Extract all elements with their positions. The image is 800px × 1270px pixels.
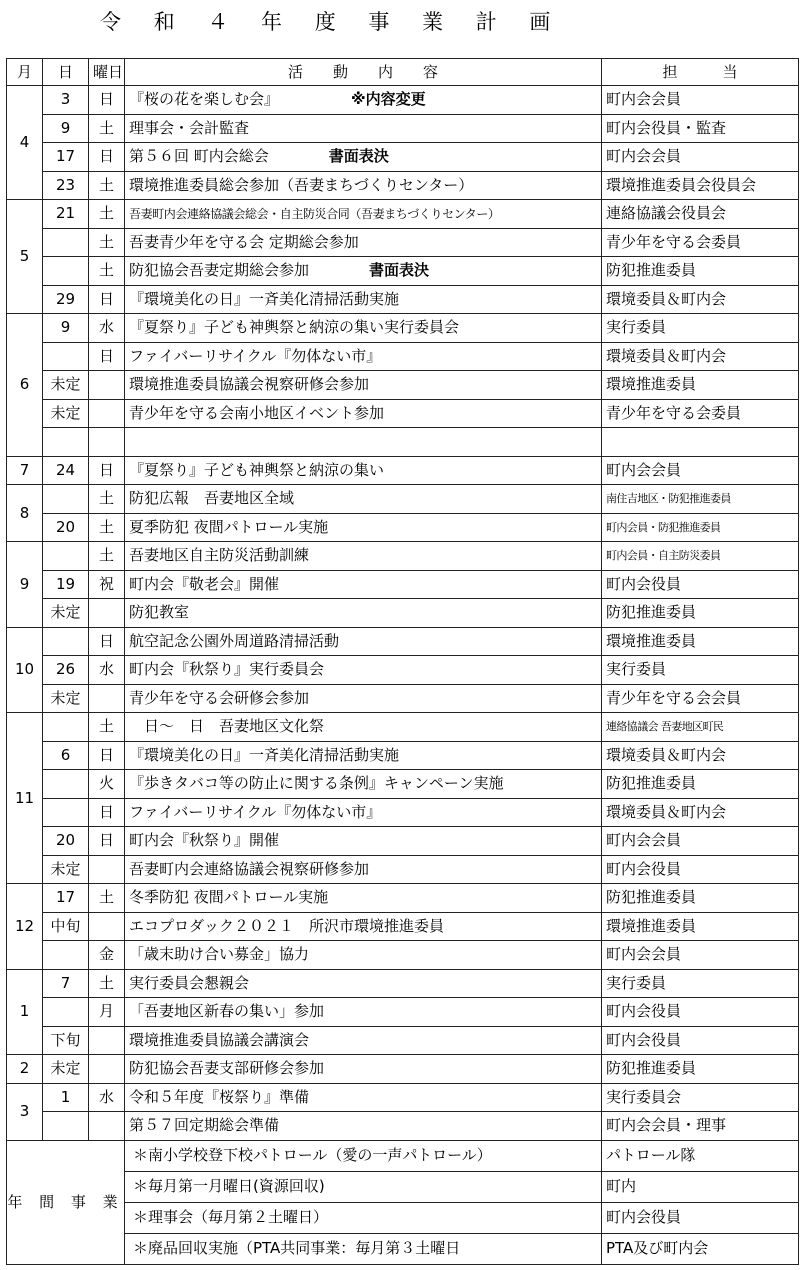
table-row xyxy=(7,200,799,229)
activity-text: 青少年を守る会研修会参加 xyxy=(129,688,310,707)
table-row xyxy=(7,86,799,115)
month-cell: 8 xyxy=(7,485,43,542)
activity-cell xyxy=(125,570,602,599)
day-cell: 未定 xyxy=(43,371,89,400)
table-row xyxy=(7,114,799,143)
table-row xyxy=(7,627,799,656)
annual-activity: ＊毎月第一月曜日(資源回収) xyxy=(125,1171,602,1202)
table-row xyxy=(7,228,799,257)
activity-text: 防犯教室 xyxy=(129,603,190,622)
activity-text: 夏季防犯 夜間パトロール実施 xyxy=(129,517,329,536)
weekday-cell xyxy=(89,1055,125,1084)
staff-cell: 町内会役員 xyxy=(602,570,799,599)
weekday-cell: 土 xyxy=(89,228,125,257)
month-cell: 12 xyxy=(7,884,43,970)
day-cell xyxy=(43,342,89,371)
staff-cell: 連絡協議会役員会 xyxy=(602,200,799,229)
activity-cell xyxy=(125,684,602,713)
table-row xyxy=(7,542,799,571)
table-row xyxy=(7,798,799,827)
day-cell: 24 xyxy=(43,456,89,485)
weekday-cell xyxy=(89,1026,125,1055)
activity-text: 実行委員会懇親会 xyxy=(129,973,250,992)
day-cell xyxy=(43,542,89,571)
staff-cell: 実行委員会 xyxy=(602,1083,799,1112)
staff-cell: 町内会員・自主防災委員 xyxy=(602,542,799,571)
annual-staff: PTA及び町内会 xyxy=(602,1233,799,1264)
day-cell: 6 xyxy=(43,741,89,770)
weekday-cell xyxy=(89,684,125,713)
activity-cell xyxy=(125,513,602,542)
day-cell: 17 xyxy=(43,143,89,172)
month-cell: 1 xyxy=(7,969,43,1055)
activity-cell xyxy=(125,656,602,685)
annual-activity: ＊南小学校登下校パトロール（愛の一声パトロール） xyxy=(125,1140,602,1171)
activity-text: 「吾妻地区新春の集い」参加 xyxy=(129,1002,325,1021)
day-cell: 23 xyxy=(43,171,89,200)
activity-cell xyxy=(125,599,602,628)
activity-text: 町内会『秋祭り』実行委員会 xyxy=(129,660,325,679)
activity-cell xyxy=(125,257,602,286)
schedule-table xyxy=(6,58,799,1265)
activity-text: 日～ 日 吾妻地区文化祭 xyxy=(129,717,325,736)
day-cell: 中旬 xyxy=(43,912,89,941)
weekday-cell: 土 xyxy=(89,884,125,913)
table-row xyxy=(7,741,799,770)
activity-cell xyxy=(125,342,602,371)
day-cell: 21 xyxy=(43,200,89,229)
weekday-cell xyxy=(89,371,125,400)
weekday-cell: 土 xyxy=(89,713,125,742)
annual-label: 年 間 事 業 xyxy=(7,1140,125,1264)
day-cell: 未定 xyxy=(43,855,89,884)
weekday-cell: 日 xyxy=(89,827,125,856)
activity-cell xyxy=(125,542,602,571)
day-cell: 未定 xyxy=(43,684,89,713)
weekday-cell: 水 xyxy=(89,656,125,685)
staff-cell: 環境委員＆町内会 xyxy=(602,798,799,827)
staff-cell: 町内会役員・監査 xyxy=(602,114,799,143)
staff-cell: 防犯推進委員 xyxy=(602,257,799,286)
header-day: 日 xyxy=(43,59,89,86)
staff-cell: 環境委員＆町内会 xyxy=(602,285,799,314)
weekday-cell: 土 xyxy=(89,114,125,143)
activity-text: 第５６回 町内会総会 xyxy=(129,147,269,166)
activity-text: 『環境美化の日』一斉美化清掃活動実施 xyxy=(129,289,400,308)
staff-cell: 環境推進委員 xyxy=(602,627,799,656)
day-cell: 9 xyxy=(43,114,89,143)
staff-cell: 町内会員・防犯推進委員 xyxy=(602,513,799,542)
weekday-cell: 日 xyxy=(89,143,125,172)
table-row xyxy=(7,656,799,685)
staff-cell: 防犯推進委員 xyxy=(602,1055,799,1084)
month-cell: 2 xyxy=(7,1055,43,1084)
staff-cell: 南住吉地区・防犯推進委員 xyxy=(602,485,799,514)
day-cell: 未定 xyxy=(43,399,89,428)
table-row xyxy=(7,684,799,713)
activity-text: 吾妻青少年を守る会 定期総会参加 xyxy=(129,232,359,251)
day-cell xyxy=(43,941,89,970)
staff-cell: 町内会会員 xyxy=(602,86,799,115)
activity-text: 冬季防犯 夜間パトロール実施 xyxy=(129,888,329,907)
day-cell: 26 xyxy=(43,656,89,685)
weekday-cell: 月 xyxy=(89,998,125,1027)
staff-cell: 実行委員 xyxy=(602,656,799,685)
weekday-cell xyxy=(89,428,125,457)
annual-row xyxy=(7,1202,799,1233)
activity-cell xyxy=(125,884,602,913)
header-weekday: 曜日 xyxy=(89,59,125,86)
weekday-cell: 祝 xyxy=(89,570,125,599)
table-row xyxy=(7,428,799,457)
activity-cell xyxy=(125,741,602,770)
weekday-cell xyxy=(89,855,125,884)
day-cell: 未定 xyxy=(43,599,89,628)
staff-cell: 町内会役員 xyxy=(602,998,799,1027)
table-row xyxy=(7,855,799,884)
activity-cell xyxy=(125,485,602,514)
day-cell: 下旬 xyxy=(43,1026,89,1055)
activity-cell xyxy=(125,1026,602,1055)
activity-text: 青少年を守る会南小地区イベント参加 xyxy=(129,403,385,422)
activity-cell xyxy=(125,200,602,229)
annual-activity: ＊理事会（毎月第２土曜日） xyxy=(125,1202,602,1233)
table-row xyxy=(7,485,799,514)
table-row xyxy=(7,969,799,998)
day-cell: 17 xyxy=(43,884,89,913)
activity-cell xyxy=(125,114,602,143)
activity-cell xyxy=(125,770,602,799)
activity-text: 『夏祭り』子ども神輿祭と納涼の集い実行委員会 xyxy=(129,318,460,337)
activity-text: ファイバーリサイクル『勿体ない市』 xyxy=(129,802,382,821)
month-cell: 9 xyxy=(7,542,43,628)
activity-text: 第５７回定期総会準備 xyxy=(129,1116,280,1135)
weekday-cell: 日 xyxy=(89,741,125,770)
weekday-cell: 土 xyxy=(89,542,125,571)
staff-cell: 青少年を守る会委員 xyxy=(602,228,799,257)
annual-staff: 町内会役員 xyxy=(602,1202,799,1233)
day-cell: 20 xyxy=(43,827,89,856)
table-row xyxy=(7,827,799,856)
table-row xyxy=(7,998,799,1027)
weekday-cell: 金 xyxy=(89,941,125,970)
activity-text: 防犯広報 吾妻地区全域 xyxy=(129,489,295,508)
activity-text: 理事会・会計監査 xyxy=(129,118,250,137)
activity-text: 環境推進委員協議会講演会 xyxy=(129,1030,310,1049)
table-row xyxy=(7,1026,799,1055)
day-cell xyxy=(43,1112,89,1141)
activity-text: 航空記念公園外周道路清掃活動 xyxy=(129,631,340,650)
activity-text: 吾妻町内会連絡協議会視察研修参加 xyxy=(129,859,370,878)
staff-cell: 町内会会員・理事 xyxy=(602,1112,799,1141)
table-row xyxy=(7,1083,799,1112)
table-row xyxy=(7,713,799,742)
weekday-cell xyxy=(89,399,125,428)
day-cell: 3 xyxy=(43,86,89,115)
weekday-cell xyxy=(89,1112,125,1141)
day-cell: 9 xyxy=(43,314,89,343)
table-row xyxy=(7,884,799,913)
staff-cell: 環境推進委員 xyxy=(602,371,799,400)
table-row xyxy=(7,143,799,172)
weekday-cell: 日 xyxy=(89,456,125,485)
activity-text: エコプロダック２０２１ 所沢市環境推進委員 xyxy=(129,916,445,935)
activity-cell xyxy=(125,371,602,400)
month-cell: 4 xyxy=(7,86,43,200)
activity-text: 『環境美化の日』一斉美化清掃活動実施 xyxy=(129,745,400,764)
activity-cell xyxy=(125,798,602,827)
staff-cell: 連絡協議会 吾妻地区町民 xyxy=(602,713,799,742)
table-row xyxy=(7,314,799,343)
staff-cell: 防犯推進委員 xyxy=(602,770,799,799)
activity-text: 『歩きタバコ等の防止に関する条例』キャンペーン実施 xyxy=(129,774,504,793)
staff-cell: 防犯推進委員 xyxy=(602,884,799,913)
month-cell: 7 xyxy=(7,456,43,485)
table-row xyxy=(7,570,799,599)
page-title: 令 和 ４ 年 度 事 業 計 画 xyxy=(100,10,564,34)
staff-cell: 防犯推進委員 xyxy=(602,599,799,628)
day-cell: 19 xyxy=(43,570,89,599)
day-cell: 7 xyxy=(43,969,89,998)
activity-cell xyxy=(125,1055,602,1084)
staff-cell: 実行委員 xyxy=(602,969,799,998)
month-cell: 5 xyxy=(7,200,43,314)
activity-cell xyxy=(125,1083,602,1112)
weekday-cell xyxy=(89,599,125,628)
annual-activity: ＊廃品回収実施（PTA共同事業：毎月第３土曜日 xyxy=(125,1233,602,1264)
activity-cell xyxy=(125,428,602,457)
staff-cell: 環境委員＆町内会 xyxy=(602,741,799,770)
weekday-cell: 日 xyxy=(89,798,125,827)
activity-note: 書面表決 xyxy=(369,261,430,280)
activity-text: 『夏祭り』子ども神輿祭と納涼の集い xyxy=(129,460,385,479)
weekday-cell: 土 xyxy=(89,485,125,514)
activity-cell xyxy=(125,143,602,172)
month-cell: 6 xyxy=(7,314,43,457)
activity-text: ファイバーリサイクル『勿体ない市』 xyxy=(129,346,382,365)
weekday-cell: 土 xyxy=(89,513,125,542)
day-cell: 20 xyxy=(43,513,89,542)
day-cell xyxy=(43,713,89,742)
annual-row xyxy=(7,1140,799,1171)
activity-text: 環境推進委員協議会視察研修会参加 xyxy=(129,375,370,394)
day-cell xyxy=(43,798,89,827)
activity-cell xyxy=(125,855,602,884)
table-row xyxy=(7,941,799,970)
activity-cell xyxy=(125,912,602,941)
activity-cell xyxy=(125,827,602,856)
annual-row xyxy=(7,1171,799,1202)
weekday-cell: 日 xyxy=(89,342,125,371)
weekday-cell: 土 xyxy=(89,200,125,229)
activity-cell xyxy=(125,228,602,257)
month-cell: 3 xyxy=(7,1083,43,1140)
annual-row xyxy=(7,1233,799,1264)
staff-cell: 町内会会員 xyxy=(602,143,799,172)
staff-cell: 青少年を守る会委員 xyxy=(602,399,799,428)
day-cell: 1 xyxy=(43,1083,89,1112)
table-row xyxy=(7,285,799,314)
weekday-cell: 日 xyxy=(89,285,125,314)
activity-cell xyxy=(125,314,602,343)
day-cell: 未定 xyxy=(43,1055,89,1084)
table-row xyxy=(7,399,799,428)
activity-cell xyxy=(125,627,602,656)
activity-text: 防犯協会吾妻定期総会参加 xyxy=(129,261,310,280)
activity-cell xyxy=(125,941,602,970)
weekday-cell: 土 xyxy=(89,969,125,998)
weekday-cell: 日 xyxy=(89,627,125,656)
header-activity: 活 動 内 容 xyxy=(125,59,602,86)
activity-note: ※内容変更 xyxy=(351,90,426,109)
activity-cell xyxy=(125,86,602,115)
day-cell xyxy=(43,627,89,656)
staff-cell: 町内会役員 xyxy=(602,855,799,884)
table-row xyxy=(7,912,799,941)
activity-note: 書面表決 xyxy=(328,147,389,166)
staff-cell xyxy=(602,428,799,457)
activity-cell xyxy=(125,456,602,485)
header-month: 月 xyxy=(7,59,43,86)
staff-cell: 青少年を守る会会員 xyxy=(602,684,799,713)
weekday-cell: 日 xyxy=(89,86,125,115)
staff-cell: 町内会会員 xyxy=(602,827,799,856)
staff-cell: 町内会役員 xyxy=(602,1026,799,1055)
activity-cell xyxy=(125,171,602,200)
header-row xyxy=(7,59,799,86)
activity-text: 吾妻地区自主防災活動訓練 xyxy=(129,546,310,565)
annual-staff: 町内 xyxy=(602,1171,799,1202)
weekday-cell: 水 xyxy=(89,1083,125,1112)
day-cell xyxy=(43,998,89,1027)
weekday-cell: 火 xyxy=(89,770,125,799)
staff-cell: 町内会会員 xyxy=(602,941,799,970)
table-row xyxy=(7,1112,799,1141)
activity-cell xyxy=(125,969,602,998)
month-cell: 10 xyxy=(7,627,43,713)
table-row xyxy=(7,770,799,799)
table-row xyxy=(7,599,799,628)
table-row xyxy=(7,456,799,485)
activity-text: 『桜の花を楽しむ会』 xyxy=(129,90,280,109)
weekday-cell xyxy=(89,912,125,941)
staff-cell: 環境推進委員 xyxy=(602,912,799,941)
weekday-cell: 水 xyxy=(89,314,125,343)
activity-text: 吾妻町内会連絡協議会総会・自主防災合同（吾妻まちづくりセンター） xyxy=(129,206,500,221)
table-row xyxy=(7,513,799,542)
annual-staff: パトロール隊 xyxy=(602,1140,799,1171)
table-row xyxy=(7,371,799,400)
table-row xyxy=(7,342,799,371)
table-row xyxy=(7,257,799,286)
activity-text: 環境推進委員総会参加（吾妻まちづくりセンター） xyxy=(129,175,474,194)
staff-cell: 環境推進委員会役員会 xyxy=(602,171,799,200)
staff-cell: 環境委員＆町内会 xyxy=(602,342,799,371)
activity-cell xyxy=(125,285,602,314)
day-cell xyxy=(43,428,89,457)
activity-cell xyxy=(125,1112,602,1141)
activity-cell xyxy=(125,399,602,428)
day-cell: 29 xyxy=(43,285,89,314)
activity-text: 令和５年度『桜祭り』準備 xyxy=(129,1087,310,1106)
staff-cell: 町内会会員 xyxy=(602,456,799,485)
day-cell xyxy=(43,485,89,514)
staff-cell: 実行委員 xyxy=(602,314,799,343)
weekday-cell: 土 xyxy=(89,257,125,286)
activity-text: 防犯協会吾妻支部研修会参加 xyxy=(129,1059,325,1078)
table-row xyxy=(7,1055,799,1084)
activity-text: 町内会『敬老会』開催 xyxy=(129,574,280,593)
day-cell xyxy=(43,228,89,257)
header-staff: 担 当 xyxy=(602,59,799,86)
activity-text: 町内会『秋祭り』開催 xyxy=(129,831,280,850)
table-row xyxy=(7,171,799,200)
day-cell xyxy=(43,257,89,286)
weekday-cell: 土 xyxy=(89,171,125,200)
day-cell xyxy=(43,770,89,799)
month-cell: 11 xyxy=(7,713,43,884)
activity-cell xyxy=(125,998,602,1027)
activity-cell xyxy=(125,713,602,742)
activity-text: 「歳末助け合い募金」協力 xyxy=(129,945,310,964)
